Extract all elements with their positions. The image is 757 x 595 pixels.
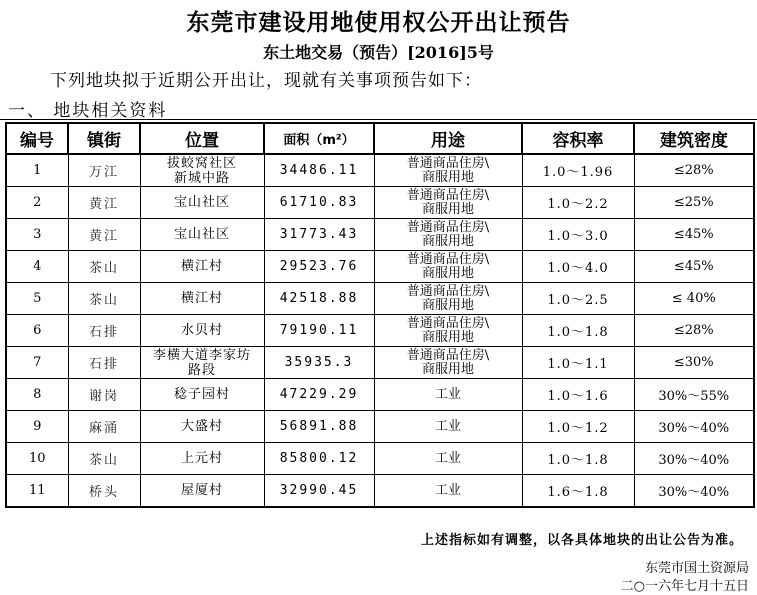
cell-location-text: 宝山社区 bbox=[173, 227, 230, 242]
table-row bbox=[6, 251, 754, 283]
cell-usage-text: 工业 bbox=[434, 386, 461, 402]
cell-usage bbox=[374, 315, 522, 347]
header-building-density: 建筑密度 bbox=[634, 123, 754, 154]
cell-number-text: 9 bbox=[33, 419, 42, 434]
cell-town-text: 麻涌 bbox=[88, 421, 119, 436]
cell-usage bbox=[374, 411, 522, 443]
cell-usage-text: 普通商品住房\ bbox=[406, 155, 490, 171]
cell-building-density-text: 30%～40% bbox=[658, 453, 730, 468]
cell-usage-text: 工业 bbox=[434, 418, 461, 434]
cell-usage-text: 普通商品住房\ bbox=[406, 251, 490, 267]
cell-location-text: 横江村 bbox=[180, 259, 223, 274]
issuer: 东莞市国土资源局 bbox=[644, 561, 749, 576]
cell-usage-text: 商服用地 bbox=[421, 201, 474, 217]
cell-usage-text: 普通商品住房\ bbox=[406, 315, 490, 331]
cell-floor-area-ratio-text: 1.0～1.6 bbox=[547, 389, 609, 404]
cell-usage-text: 普通商品住房\ bbox=[406, 219, 490, 235]
table-row bbox=[6, 347, 754, 379]
cell-location bbox=[140, 283, 264, 315]
cell-area bbox=[264, 251, 374, 283]
cell-town-text: 石排 bbox=[88, 325, 119, 340]
cell-area bbox=[264, 187, 374, 219]
cell-town bbox=[68, 347, 140, 379]
cell-area-text: 35935.3 bbox=[284, 355, 354, 370]
cell-area-text: 29523.76 bbox=[279, 259, 359, 274]
cell-area bbox=[264, 347, 374, 379]
cell-building-density bbox=[634, 475, 754, 508]
cell-floor-area-ratio bbox=[522, 219, 634, 251]
cell-number bbox=[6, 315, 68, 347]
cell-location bbox=[140, 219, 264, 251]
cell-building-density-text: ≤28% bbox=[673, 323, 714, 338]
cell-building-density bbox=[634, 154, 754, 187]
cell-town bbox=[68, 251, 140, 283]
cell-floor-area-ratio-text: 1.0～1.1 bbox=[547, 357, 609, 372]
cell-town-text: 茶山 bbox=[88, 261, 119, 276]
cell-usage bbox=[374, 154, 522, 187]
cell-floor-area-ratio bbox=[522, 443, 634, 475]
cell-number-text: 5 bbox=[33, 291, 42, 306]
cell-location bbox=[140, 154, 264, 187]
cell-usage-text: 商服用地 bbox=[421, 169, 474, 185]
cell-town bbox=[68, 315, 140, 347]
cell-town-text: 茶山 bbox=[88, 293, 119, 308]
cell-town bbox=[68, 187, 140, 219]
cell-number bbox=[6, 443, 68, 475]
cell-number-text: 7 bbox=[33, 355, 42, 370]
cell-location-text: 水贝村 bbox=[180, 323, 223, 338]
cell-usage bbox=[374, 347, 522, 379]
cell-building-density-text: 30%～40% bbox=[658, 485, 730, 500]
table-row bbox=[6, 154, 754, 187]
cell-location-text: 上元村 bbox=[180, 451, 223, 466]
cell-number bbox=[6, 283, 68, 315]
cell-building-density bbox=[634, 411, 754, 443]
cell-area-text: 56891.88 bbox=[279, 419, 359, 434]
cell-building-density bbox=[634, 379, 754, 411]
cell-building-density-text: ≤ 40% bbox=[671, 291, 716, 306]
cell-area-text: 31773.43 bbox=[279, 227, 359, 242]
table-row bbox=[6, 315, 754, 347]
cell-floor-area-ratio bbox=[522, 379, 634, 411]
cell-area bbox=[264, 379, 374, 411]
cell-location-text: 拔蛟窝社区 bbox=[166, 155, 237, 171]
cell-floor-area-ratio-text: 1.0～3.0 bbox=[547, 229, 609, 244]
cell-floor-area-ratio bbox=[522, 411, 634, 443]
cell-town bbox=[68, 475, 140, 508]
cell-building-density-text: ≤45% bbox=[673, 227, 714, 242]
cell-location bbox=[140, 443, 264, 475]
cell-location-text: 新城中路 bbox=[173, 170, 230, 186]
cell-usage-text: 普通商品住房\ bbox=[406, 283, 490, 299]
cell-area bbox=[264, 154, 374, 187]
cell-area bbox=[264, 475, 374, 508]
cell-area-text: 85800.12 bbox=[279, 451, 359, 466]
cell-number-text: 3 bbox=[33, 227, 42, 242]
cell-usage-text: 商服用地 bbox=[421, 361, 474, 377]
cell-floor-area-ratio-text: 1.0～1.2 bbox=[547, 421, 609, 436]
header-usage: 用途 bbox=[374, 123, 522, 154]
cell-number-text: 6 bbox=[33, 323, 42, 338]
cell-area-text: 32990.45 bbox=[279, 483, 359, 498]
cell-building-density bbox=[634, 187, 754, 219]
cell-town bbox=[68, 154, 140, 187]
cell-area-text: 47229.29 bbox=[279, 387, 359, 402]
cell-number-text: 2 bbox=[33, 195, 42, 210]
cell-usage-text: 商服用地 bbox=[421, 265, 474, 281]
table-row bbox=[6, 187, 754, 219]
cell-town bbox=[68, 379, 140, 411]
cell-number bbox=[6, 219, 68, 251]
cell-building-density-text: 30%～40% bbox=[658, 421, 730, 436]
cell-building-density-text: ≤28% bbox=[673, 163, 714, 178]
cell-number bbox=[6, 411, 68, 443]
cell-building-density-text: 30%～55% bbox=[658, 389, 730, 404]
cell-area bbox=[264, 411, 374, 443]
cell-floor-area-ratio-text: 1.0～2.5 bbox=[547, 293, 609, 308]
cell-usage-text: 商服用地 bbox=[421, 233, 474, 249]
cell-town-text: 茶山 bbox=[88, 453, 119, 468]
cell-number-text: 4 bbox=[33, 259, 42, 274]
section-heading: 一、 地块相关资料 bbox=[8, 101, 168, 121]
cell-usage-text: 商服用地 bbox=[421, 329, 474, 345]
cell-number bbox=[6, 154, 68, 187]
cell-number bbox=[6, 379, 68, 411]
cell-area-text: 79190.11 bbox=[279, 323, 359, 338]
page-title: 东莞市建设用地使用权公开出让预告 bbox=[186, 10, 571, 36]
cell-number bbox=[6, 187, 68, 219]
section-divider bbox=[0, 119, 757, 120]
cell-usage bbox=[374, 251, 522, 283]
cell-floor-area-ratio-text: 1.0～1.96 bbox=[542, 165, 614, 180]
table-row bbox=[6, 283, 754, 315]
header-number: 编号 bbox=[6, 123, 68, 154]
table-row bbox=[6, 219, 754, 251]
cell-location bbox=[140, 187, 264, 219]
cell-floor-area-ratio-text: 1.6～1.8 bbox=[547, 485, 609, 500]
cell-area bbox=[264, 219, 374, 251]
document-number: 东土地交易（预告）[2016]5号 bbox=[263, 43, 494, 62]
intro-text: 下列地块拟于近期公开出让，现就有关事项预告如下： bbox=[50, 71, 482, 91]
cell-town-text: 桥头 bbox=[88, 485, 119, 500]
cell-location-text: 大盛村 bbox=[180, 419, 223, 434]
cell-location-text: 稔子园村 bbox=[173, 387, 230, 402]
cell-building-density bbox=[634, 315, 754, 347]
cell-number bbox=[6, 251, 68, 283]
cell-usage-text: 工业 bbox=[434, 482, 461, 498]
cell-town bbox=[68, 443, 140, 475]
cell-number-text: 11 bbox=[28, 483, 46, 498]
cell-location-text: 路段 bbox=[187, 362, 216, 378]
cell-usage bbox=[374, 443, 522, 475]
table-row bbox=[6, 411, 754, 443]
cell-number-text: 1 bbox=[33, 163, 42, 178]
cell-building-density bbox=[634, 283, 754, 315]
cell-location-text: 横江村 bbox=[180, 291, 223, 306]
cell-floor-area-ratio-text: 1.0～1.8 bbox=[547, 453, 609, 468]
cell-floor-area-ratio bbox=[522, 475, 634, 508]
cell-building-density bbox=[634, 443, 754, 475]
cell-number bbox=[6, 347, 68, 379]
cell-number bbox=[6, 475, 68, 508]
cell-usage bbox=[374, 379, 522, 411]
cell-area-text: 42518.88 bbox=[279, 291, 359, 306]
cell-building-density-text: ≤30% bbox=[673, 355, 714, 370]
cell-town bbox=[68, 283, 140, 315]
cell-floor-area-ratio bbox=[522, 251, 634, 283]
cell-usage-text: 工业 bbox=[434, 450, 461, 466]
cell-floor-area-ratio bbox=[522, 154, 634, 187]
cell-town bbox=[68, 219, 140, 251]
cell-building-density bbox=[634, 219, 754, 251]
parcel-table bbox=[5, 122, 755, 508]
adjustment-note: 上述指标如有调整，以各具体地块的出让公告为准。 bbox=[420, 533, 743, 548]
issue-date: 二○一六年七月十五日 bbox=[620, 579, 749, 594]
cell-area bbox=[264, 283, 374, 315]
cell-area bbox=[264, 443, 374, 475]
cell-floor-area-ratio-text: 1.0～4.0 bbox=[547, 261, 609, 276]
cell-town-text: 万江 bbox=[88, 165, 119, 180]
cell-location bbox=[140, 315, 264, 347]
cell-usage-text: 商服用地 bbox=[421, 297, 474, 313]
cell-usage bbox=[374, 283, 522, 315]
cell-area-text: 61710.83 bbox=[279, 195, 359, 210]
cell-town bbox=[68, 411, 140, 443]
cell-building-density bbox=[634, 347, 754, 379]
cell-location bbox=[140, 379, 264, 411]
cell-usage bbox=[374, 187, 522, 219]
cell-usage bbox=[374, 475, 522, 508]
cell-area bbox=[264, 315, 374, 347]
cell-location-text: 李横大道李家坊 bbox=[152, 347, 251, 363]
header-town: 镇街 bbox=[68, 123, 140, 154]
cell-town-text: 石排 bbox=[88, 357, 119, 372]
cell-town-text: 黄江 bbox=[88, 197, 119, 212]
header-area: 面积（m²） bbox=[264, 123, 374, 154]
cell-location bbox=[140, 411, 264, 443]
table-row bbox=[6, 443, 754, 475]
table-row bbox=[6, 379, 754, 411]
cell-floor-area-ratio bbox=[522, 315, 634, 347]
cell-location bbox=[140, 475, 264, 508]
cell-location bbox=[140, 251, 264, 283]
cell-floor-area-ratio bbox=[522, 187, 634, 219]
cell-building-density-text: ≤45% bbox=[673, 259, 714, 274]
cell-building-density-text: ≤25% bbox=[673, 195, 714, 210]
cell-location-text: 屋厦村 bbox=[180, 483, 223, 498]
cell-floor-area-ratio-text: 1.0～2.2 bbox=[547, 197, 609, 212]
header-location: 位置 bbox=[140, 123, 264, 154]
header-floor-area-ratio: 容积率 bbox=[522, 123, 634, 154]
cell-number-text: 10 bbox=[28, 451, 46, 466]
cell-floor-area-ratio bbox=[522, 283, 634, 315]
cell-location bbox=[140, 347, 264, 379]
cell-usage bbox=[374, 219, 522, 251]
table-row bbox=[6, 475, 754, 508]
cell-building-density bbox=[634, 251, 754, 283]
cell-number-text: 8 bbox=[33, 387, 42, 402]
table-header-row bbox=[6, 123, 754, 154]
cell-usage-text: 普通商品住房\ bbox=[406, 347, 490, 363]
cell-town-text: 谢岗 bbox=[88, 389, 119, 404]
cell-floor-area-ratio bbox=[522, 347, 634, 379]
cell-area-text: 34486.11 bbox=[279, 163, 359, 178]
cell-town-text: 黄江 bbox=[88, 229, 119, 244]
cell-usage-text: 普通商品住房\ bbox=[406, 187, 490, 203]
cell-location-text: 宝山社区 bbox=[173, 195, 230, 210]
cell-floor-area-ratio-text: 1.0～1.8 bbox=[547, 325, 609, 340]
